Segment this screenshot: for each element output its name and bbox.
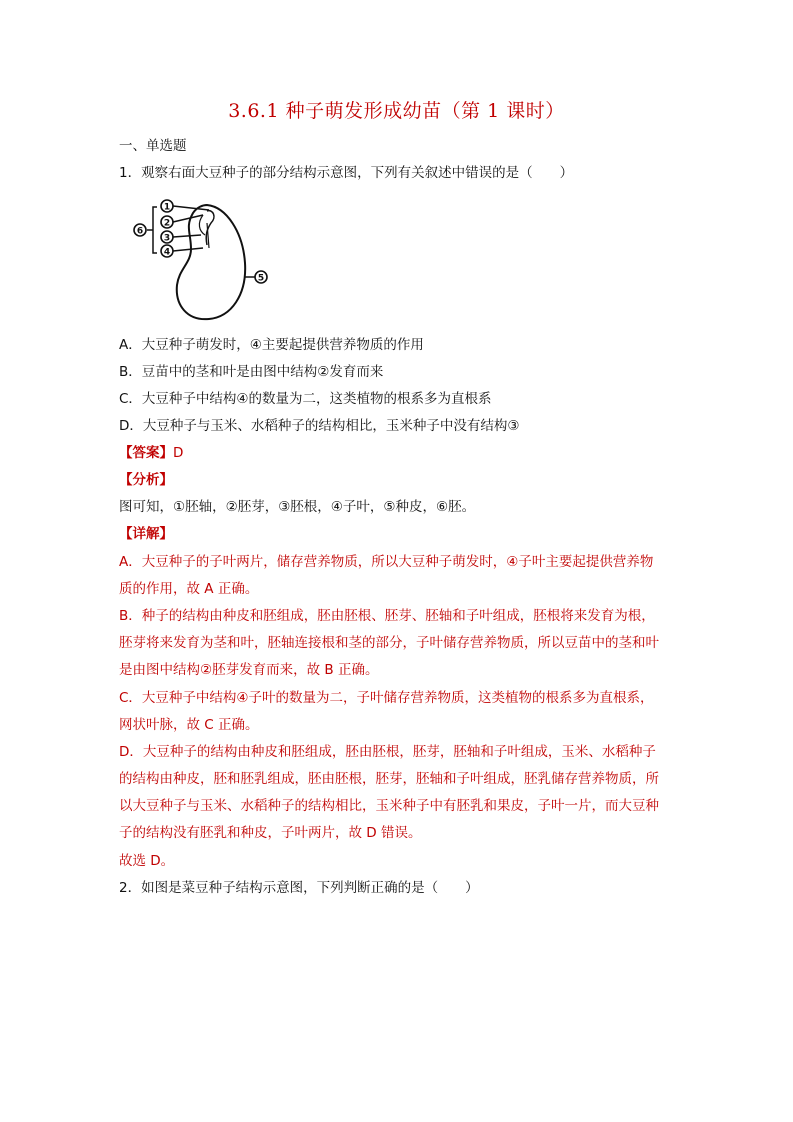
detail-line: B．种子的结构由种皮和胚组成，胚由胚根、胚芽、胚轴和子叶组成，胚根将来发育为根，	[119, 608, 655, 624]
question-2-stem: 2．如图是菜豆种子结构示意图，下列判断正确的是（ ）	[119, 880, 479, 896]
question-1-option-d: D．大豆种子与玉米、水稻种子的结构相比，玉米种子中没有结构③	[119, 418, 520, 434]
question-1-option-b: B．豆苗中的茎和叶是由图中结构②发育而来	[119, 364, 384, 380]
svg-text:3: 3	[163, 233, 171, 244]
detail-line: A．大豆种子的子叶两片，储存营养物质，所以大豆种子萌发时，④子叶主要起提供营养物	[119, 554, 654, 570]
svg-text:5: 5	[257, 273, 265, 284]
analysis-text: 图可知，①胚轴，②胚芽，③胚根，④子叶，⑤种皮，⑥胚。	[119, 499, 476, 515]
svg-text:1: 1	[163, 202, 171, 213]
answer-value: D	[173, 445, 184, 461]
svg-text:2: 2	[163, 218, 171, 229]
detail-line: 的结构由种皮，胚和胚乳组成，胚由胚根，胚芽，胚轴和子叶组成，胚乳储存营养物质，所	[119, 771, 659, 787]
section-heading: 一、单选题	[119, 138, 187, 154]
detail-line: 是由图中结构②胚芽发育而来，故 B 正确。	[119, 662, 379, 678]
detail-line: 以大豆种子与玉米、水稻种子的结构相比，玉米种子中有胚乳和果皮，子叶一片，而大豆种	[119, 798, 659, 814]
answer-tag: 【答案】	[119, 445, 173, 461]
detail-line: 子的结构没有胚乳和种皮，子叶两片，故 D 错误。	[119, 825, 422, 841]
detail-line: 质的作用，故 A 正确。	[119, 581, 259, 597]
detail-line: C．大豆种子中结构④子叶的数量为二，子叶储存营养物质，这类植物的根系多为直根系，	[119, 690, 654, 706]
bracket-6	[147, 207, 157, 253]
soybean-seed-diagram	[127, 193, 277, 325]
detail-line: 胚芽将来发育为茎和叶，胚轴连接根和茎的部分，子叶储存营养物质，所以豆苗中的茎和叶	[119, 635, 659, 651]
question-1-option-c: C．大豆种子中结构④的数量为二，这类植物的根系多为直根系	[119, 391, 492, 407]
svg-text:6: 6	[136, 226, 144, 237]
answer-line	[119, 444, 183, 462]
detail-tag: 【详解】	[119, 526, 173, 542]
question-1-stem: 1．观察右面大豆种子的部分结构示意图，下列有关叙述中错误的是（ ）	[119, 165, 574, 181]
question-1-option-a: A．大豆种子萌发时，④主要起提供营养物质的作用	[119, 337, 424, 353]
detail-line: 网状叶脉，故 C 正确。	[119, 717, 259, 733]
page-title: 3.6.1 种子萌发形成幼苗（第 1 课时）	[228, 100, 565, 122]
svg-text:4: 4	[163, 247, 171, 258]
detail-line: D．大豆种子的结构由种皮和胚组成，胚由胚根，胚芽，胚轴和子叶组成，玉米、水稻种子	[119, 744, 656, 760]
conclusion: 故选 D。	[119, 853, 175, 869]
analysis-tag: 【分析】	[119, 472, 173, 488]
